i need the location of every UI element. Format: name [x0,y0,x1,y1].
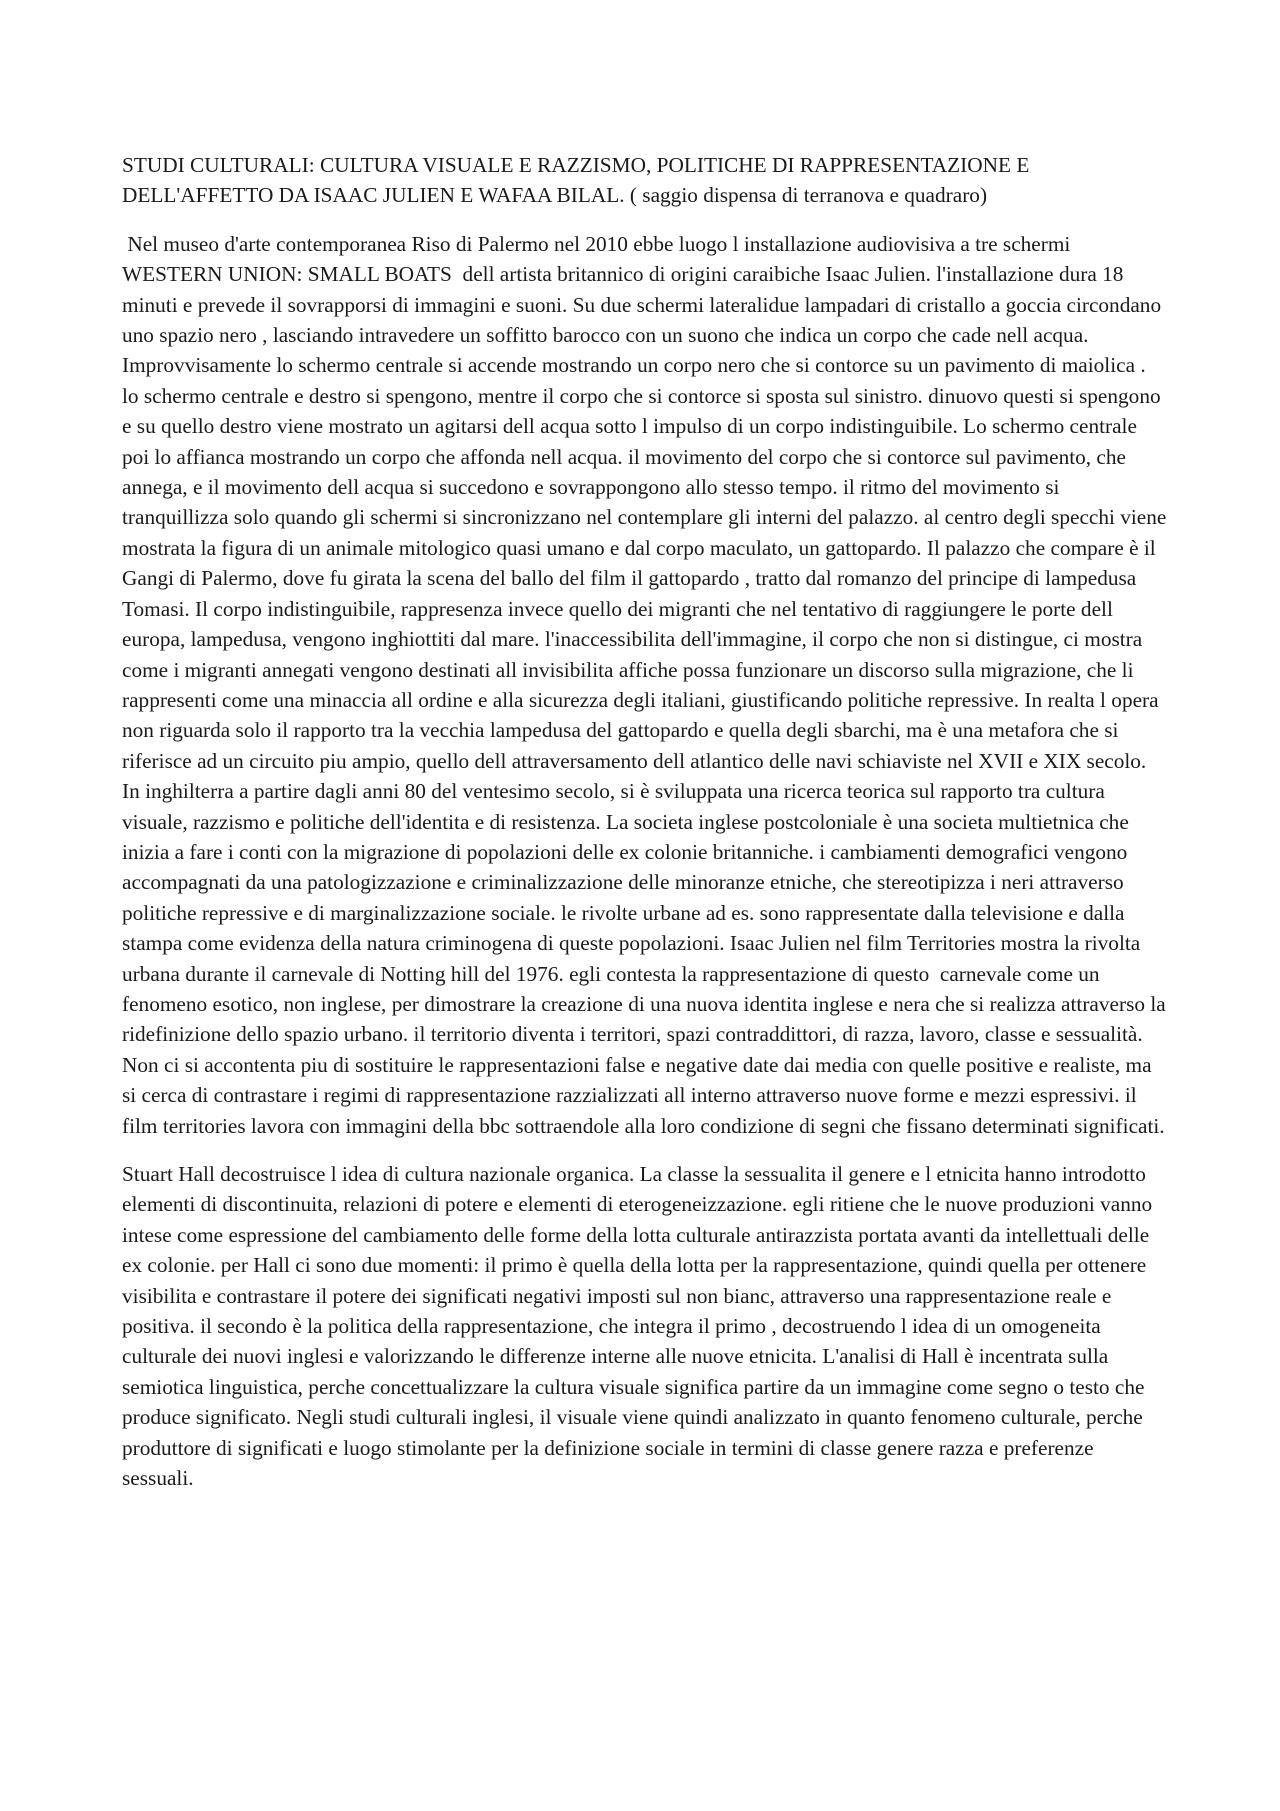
document-page [122,150,1172,1511]
document-title: STUDI CULTURALI: CULTURA VISUALE E RAZZISMO, POLITICHE DI RAPPRESENTAZIONE E DELL'AFFETTO DA ISAAC JULIEN E WAFAA BILAL. ( saggio dispensa di terranova e quadraro) [122,153,1030,208]
paragraph-western-union: Nel museo d'arte contemporanea Riso di Palermo nel 2010 ebbe luogo l installazione audiovisiva a tre schermi WESTERN UNION: SMALL BOATS dell artista britannico di origini caraibiche Isaac Julien. l'installazione dura 18 minuti e prevede il sovrapporsi di immagini e suoni. Su due schermi lateralidue lampadari di cristallo a goccia circondano uno spazio nero , lasciando intravedere un soffitto barocco con un suono che indica un corpo che cade nell acqua. Improvvisamente lo schermo centrale si accende mostrando un corpo nero che si contorce su un pavimento di maiolica . lo schermo centrale e destro si spengono, mentre il corpo che si contorce si sposta sul sinistro. dinuovo questi si spengono e su quello destro viene mostrato un agitarsi dell acqua sotto l impulso di un corpo indistinguibile. Lo schermo centrale poi lo affianca mostrando un corpo che affonda nell acqua. il movimento del corpo che si contorce sul pavimento, che annega, e il movimento dell acqua si succedono e sovrappongono allo stesso tempo. il ritmo del movimento si tranquillizza solo quando gli schermi si sincronizzano nel contemplare gli interni del palazzo. al centro degli specchi viene mostrata la figura di un animale mitologico quasi umano e dal corpo maculato, un gattopardo. Il palazzo che compare è il Gangi di Palermo, dove fu girata la scena del ballo del film il gattopardo , tratto dal romanzo del principe di lampedusa Tomasi. Il corpo indistinguibile, rappresenza invece quello dei migranti che nel tentativo di raggiungere le porte dell europa, lampedusa, vengono inghiottiti dal mare. l'inaccessibilita dell'immagine, il corpo che non si distingue, ci mostra come i migranti annegati vengono destinati all invisibilita affiche possa funzionare un discorso sulla migrazione, che li rappresenti come una minaccia all ordine e alla sicurezza degli italiani, giustificando politiche repressive. In realta l opera non riguarda solo il rapporto tra la vecchia lampedusa del gattopardo e quella degli sbarchi, ma è una metafora che si riferisce ad un circuito piu ampio, quello dell attraversamento dell atlantico delle navi schiaviste nel XVII e XIX secolo. In inghilterra a partire dagli anni 80 del ventesimo secolo, si è sviluppata una ricerca teorica sul rapporto tra cultura visuale, razzismo e politiche dell'identita e di resistenza. La societa inglese postcoloniale è una societa multietnica che inizia a fare i conti con la migrazione di popolazioni delle ex colonie britanniche. i cambiamenti demografici vengono accompagnati da una patologizzazione e criminalizzazione delle minoranze etniche, che stereotipizza i neri attraverso politiche repressive e di marginalizzazione sociale. le rivolte urbane ad es. sono rappresentate dalla televisione e dalla stampa come evidenza della natura criminogena di queste popolazioni. Isaac Julien nel film Territories mostra la rivolta urbana durante il carnevale di Notting hill del 1976. egli contesta la rappresentazione di questo carnevale come un fenomeno esotico, non inglese, per dimostrare la creazione di una nuova identita inglese e nera che si realizza attraverso la ridefinizione dello spazio urbano. il territorio diventa i territori, spazi contraddittori, di razza, lavoro, classe e sessualità. Non ci si accontenta piu di sostituire le rappresentazioni false e negative date dai media con quelle positive e realiste, ma si cerca di contrastare i regimi di rappresentazione razzializzati all interno attraverso nuove forme e mezzi espressivi. il film territories lavora con immagini della bbc sottraendole alla loro condizione di segni che fissano determinati significati. [122,231,1172,1138]
paragraph-stuart-hall: Stuart Hall decostruisce l idea di cultura nazionale organica. La classe la sessualita il genere e l etnicita hanno introdotto elementi di discontinuita, relazioni di potere e elementi di eterogeneizzazione. egli ritiene che le nuove produzioni vanno intese come espressione del cambiamento delle forme della lotta culturale antirazzista portata avanti da intellettuali delle ex colonie. per Hall ci sono due momenti: il primo è quella della lotta per la rappresentazione, quindi quella per ottenere visibilita e contrastare il potere dei significati negativi imposti sul non bianc, attraverso una rappresentazione reale e positiva. il secondo è la politica della rappresentazione, che integra il primo , decostruendo l idea di un omogeneita culturale dei nuovi inglesi e valorizzando le differenze interne alle nuove etnicita. L'analisi di Hall è incentrata sulla semiotica linguistica, perche concettualizzare la cultura visuale significa partire da un immagine come segno o testo che produce significato. Negli studi culturali inglesi, il visuale viene quindi analizzato in quanto fenomeno culturale, perche produttore di significati e luogo stimolante per la definizione sociale in termini di classe genere razza e preferenze sessuali. [122,1162,1153,1491]
